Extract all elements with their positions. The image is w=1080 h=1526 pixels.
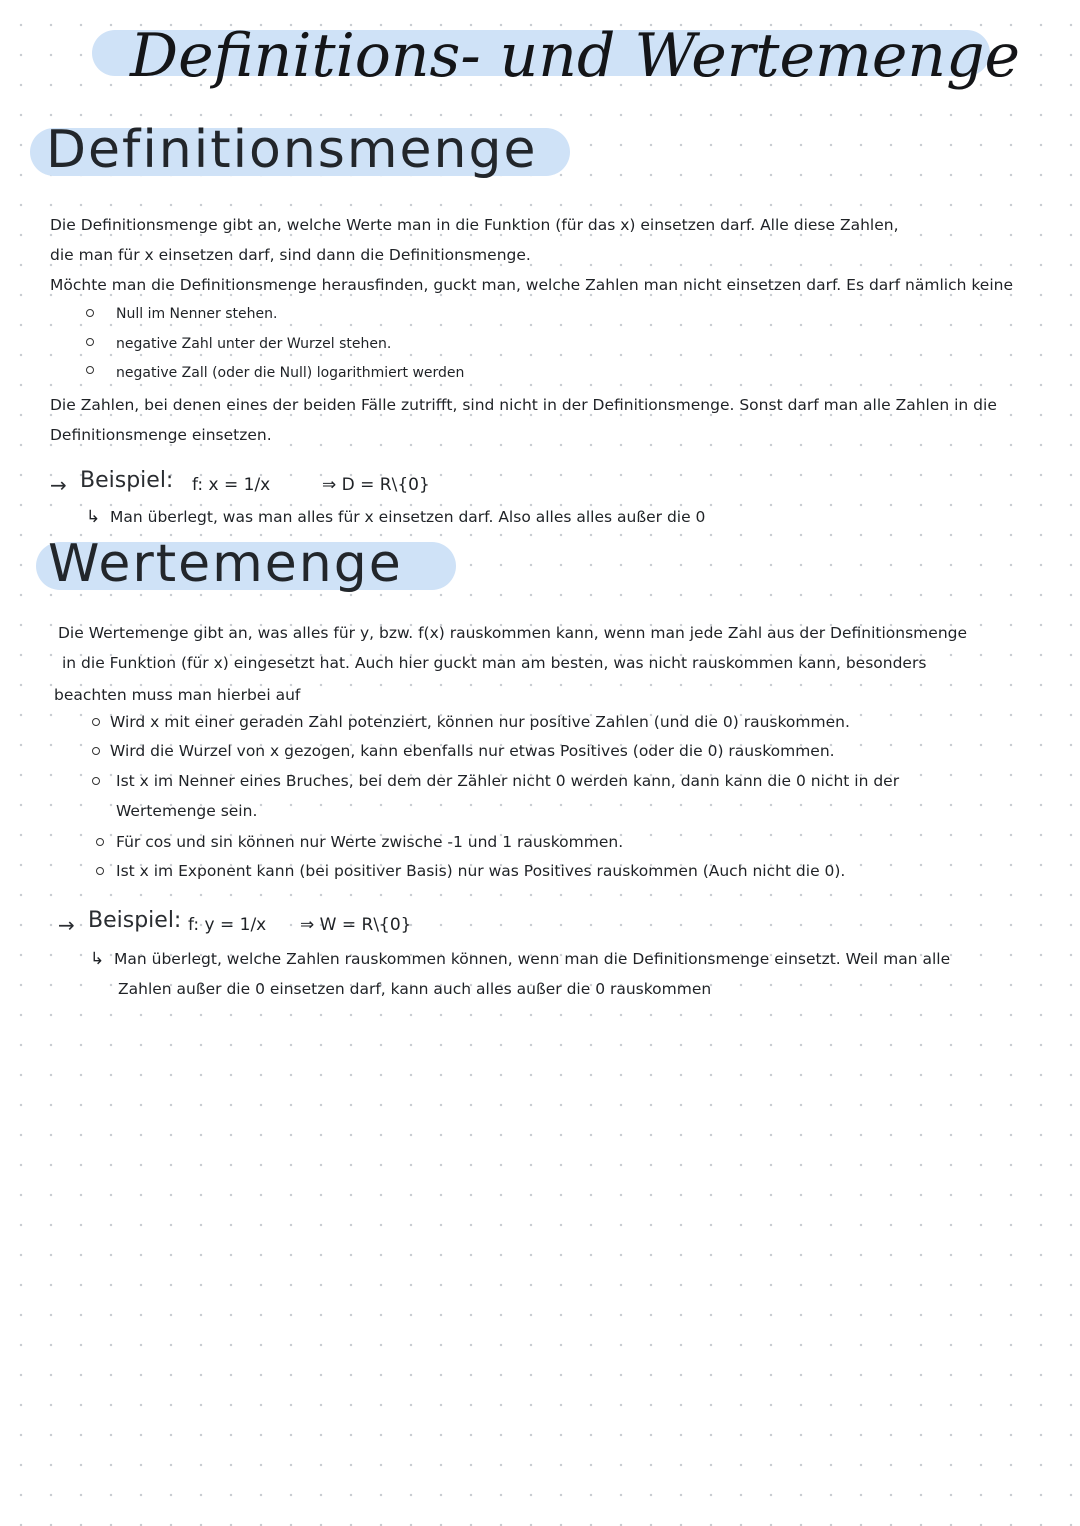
page-title: Definitions- und Wertemenge — [130, 21, 1020, 91]
wertemenge-bullet-2: Wird die Wurzel von x gezogen, kann ebenfalls nur etwas Positives (oder die 0) rauskommen. — [110, 742, 835, 760]
definition-bullet-2: negative Zahl unter der Wurzel stehen. — [116, 336, 392, 352]
definition-bullet-1: Null im Nenner stehen. — [116, 306, 278, 322]
definition-after-line-2: Definitionsmenge einsetzen. — [50, 426, 272, 444]
bullet-icon — [86, 366, 94, 374]
wertemenge-example-function: f: y = 1/x — [188, 915, 267, 935]
example-arrow-icon: → — [50, 473, 67, 497]
example-arrow-icon: → — [58, 913, 75, 937]
wertemenge-example-note-line-2: Zahlen außer die 0 einsetzen darf, kann auch alles außer die 0 rauskommen — [118, 980, 712, 998]
bullet-icon — [96, 838, 104, 846]
wertemenge-bullet-5: Ist x im Exponent kann (bei positiver Basis) nur was Positives rauskommen (Auch nicht die 0). — [116, 862, 846, 880]
wertemenge-example-result: ⇒ W = R\{0} — [300, 915, 412, 935]
bullet-icon — [92, 777, 100, 785]
wertemenge-paragraph-line-3: beachten muss man hierbei auf — [54, 686, 301, 704]
definition-example-result: ⇒ D = R\{0} — [322, 475, 430, 495]
wertemenge-bullet-1: Wird x mit einer geraden Zahl potenziert, können nur positive Zahlen (und die 0) rauskommen. — [110, 713, 850, 731]
wertemenge-paragraph-line-2: in die Funktion (für x) eingesetzt hat. Auch hier guckt man am besten, was nicht rauskommen kann, besonders — [62, 654, 927, 672]
definition-example-function: f: x = 1/x — [192, 475, 271, 495]
wertemenge-example-note-line-1: Man überlegt, welche Zahlen rauskommen können, wenn man die Definitionsmenge einsetzt. Weil man alle — [114, 950, 951, 968]
definition-heading: Definitionsmenge — [46, 120, 538, 180]
note-arrow-icon: ↳ — [90, 949, 105, 969]
wertemenge-bullet-4: Für cos und sin können nur Werte zwische -1 und 1 rauskommen. — [116, 833, 624, 851]
bullet-icon — [96, 867, 104, 875]
wertemenge-bullet-3-continued: Wertemenge sein. — [116, 802, 258, 820]
definition-example-note: Man überlegt, was man alles für x einsetzen darf. Also alles alles außer die 0 — [110, 508, 706, 526]
definition-bullet-3: negative Zall (oder die Null) logarithmiert werden — [116, 365, 465, 381]
definition-paragraph-line-1: Die Definitionsmenge gibt an, welche Werte man in die Funktion (für das x) einsetzen darf. Alle diese Zahlen, — [50, 216, 899, 234]
note-arrow-icon: ↳ — [86, 507, 101, 527]
bullet-icon — [86, 309, 94, 317]
definition-after-line-1: Die Zahlen, bei denen eines der beiden Fälle zutrifft, sind nicht in der Definitionsmenge. Sonst darf man alle Zahlen in die — [50, 396, 997, 414]
definition-example-label: Beispiel: — [80, 468, 174, 493]
bullet-icon — [86, 338, 94, 346]
wertemenge-paragraph-line-1: Die Wertemenge gibt an, was alles für y, bzw. f(x) rauskommen kann, wenn man jede Zahl aus der Definitionsmenge — [58, 624, 968, 642]
wertemenge-example-label: Beispiel: — [88, 908, 182, 933]
definition-paragraph-line-2: die man für x einsetzen darf, sind dann die Definitionsmenge. — [50, 246, 531, 264]
wertemenge-heading: Wertemenge — [48, 534, 403, 594]
wertemenge-bullet-3: Ist x im Nenner eines Bruches, bei dem der Zähler nicht 0 werden kann, dann kann die 0 nicht in der — [116, 772, 900, 790]
bullet-icon — [92, 747, 100, 755]
definition-paragraph-line-3: Möchte man die Definitionsmenge herausfinden, guckt man, welche Zahlen man nicht einsetzen darf. Es darf nämlich keine — [50, 276, 1013, 294]
bullet-icon — [92, 718, 100, 726]
